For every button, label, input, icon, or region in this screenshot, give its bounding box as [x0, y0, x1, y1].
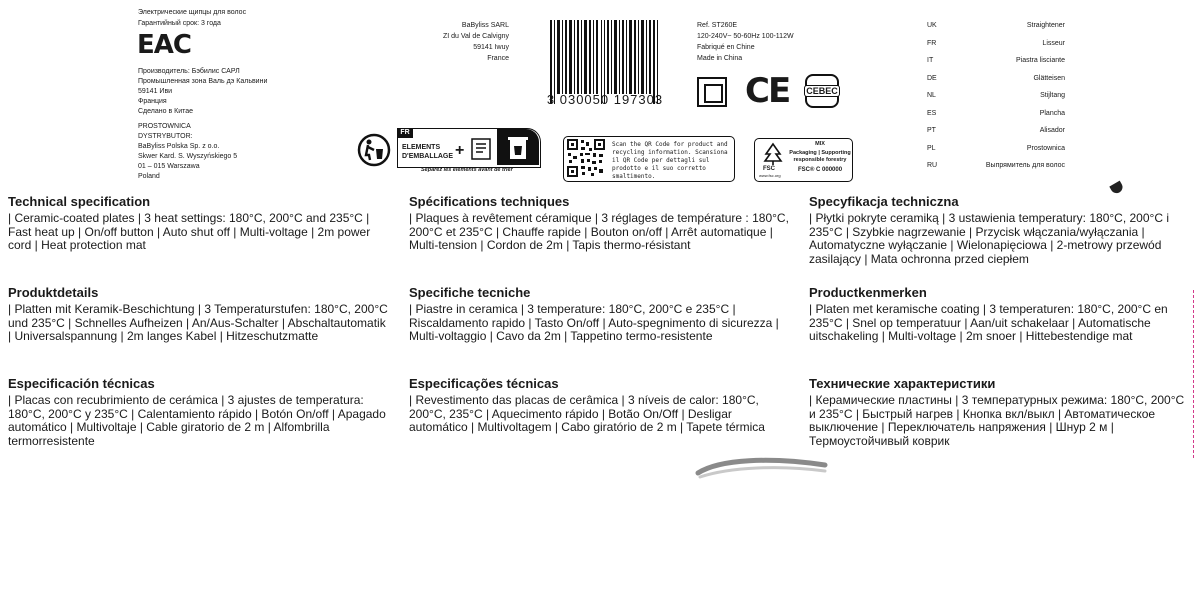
language-row — [927, 140, 1065, 158]
distributor-line: Skwer Kard. S. Wyszyńskiego 5 — [138, 153, 238, 160]
company-line: France — [487, 55, 509, 62]
language-row — [927, 70, 1065, 88]
packaging-elements-label — [402, 143, 453, 161]
language-code: UK — [927, 22, 937, 29]
spec-body: | Керамические пластины | 3 температурных режима: 180°C, 200°C и 235°C | Быстрый нагрев | Кнопка вкл/выкл | Автоматическое выключение | Переключатель напряжения | Шнур 2 м | Термоустойчивый коврик — [809, 393, 1185, 448]
spec-body: | Revestimento das placas de cerâmica | 3 níveis de calor: 180°C, 200°C, 235°C | Aquecimento rápido | Botão On/Off | Desligar automático | Multivoltagem | Cabo giratório de 2 m | Tapete térmica — [409, 393, 765, 434]
language-row — [927, 87, 1065, 105]
spec-title: Spécifications techniques — [409, 194, 570, 209]
spec-body: | Platten mit Keramik-Beschichtung | 3 Temperaturstufen: 180°C, 200°C und 235°C | Schnelles Aufheizen | An/Aus-Schalter | Abschaltautomatik | Universalspannung | 2m langes Kabel | Hitzeschutzmatte — [8, 302, 388, 343]
language-code: FR — [927, 39, 937, 47]
product-name-ru: Электрические щипцы для волос — [138, 9, 247, 16]
spec-title: Especificações técnicas — [409, 376, 559, 391]
language-code: PT — [927, 127, 936, 134]
language-product-name: Piastra lisciante — [1015, 57, 1065, 64]
document-icon — [469, 136, 495, 162]
fsc-tree-icon — [761, 142, 785, 166]
language-product-name: Prostownica — [1026, 144, 1065, 152]
spec-title: Технические характеристики — [809, 376, 996, 391]
language-code: RU — [927, 162, 938, 169]
spec-body: | Płytki pokryte ceramiką | 3 ustawienia temperatury: 180°C, 200°C i 235°C | Szybkie nagrzewanie | Przycisk włączania/wyłączania | Automatyczne wyłączanie | Wielonapięciowa | 2-metrowy przewód zasilający | Mata ochronna przed ciepłem — [809, 211, 1169, 266]
distributor-line: DYSTRYBUTOR: — [138, 133, 193, 140]
recycle-caption: Séparez les éléments avant de trier — [421, 167, 513, 173]
dieline-guide — [1193, 290, 1200, 458]
language-code: ES — [927, 109, 937, 117]
language-row — [927, 52, 1065, 70]
ref-block — [697, 20, 794, 64]
fsc-mix: MIX — [815, 141, 825, 147]
spec-body: | Piastre in ceramica | 3 temperature: 180°C, 200°C e 235°C | Riscaldamento rapido | Tasto On/off | Auto-spegnimento di sicurezza | Multi-voltaggio | Cavo da 2m | Tappetino termo-resistente — [409, 302, 779, 343]
fsc-label — [754, 138, 853, 182]
manufacturer-line: Франция — [138, 98, 167, 105]
company-line: 59141 Iwuy — [473, 44, 509, 51]
spec-title: Especificación técnicas — [8, 376, 155, 391]
ce-mark-icon: CE — [745, 71, 790, 111]
fsc-line: responsible forestry — [793, 157, 847, 163]
language-row — [927, 105, 1065, 123]
ref-line: 120-240V~ 50-60Hz 100-112W — [697, 33, 794, 40]
spec-body: | Platen met keramische coating | 3 temperaturen: 180°C, 200°C en 235°C | Snel op temperatuur | Aan/uit schakelaar | Automatische uitschakeling | Multi-voltage | 2m snoer | Hittebestendige mat — [809, 302, 1168, 343]
spec-title: Specifiche tecniche — [409, 285, 531, 300]
plus-sign: + — [455, 142, 465, 159]
language-row — [927, 122, 1065, 140]
manufacturer-line: Сделано в Китае — [138, 108, 194, 115]
spec-title: Productkenmerken — [809, 285, 927, 300]
ref-line: Fabriqué en Chine — [697, 44, 755, 51]
product-title-ru — [138, 7, 246, 29]
fsc-line: Packaging | Supporting — [789, 150, 851, 156]
fsc-site: www.fsc.org — [759, 173, 781, 178]
ref-line: Made in China — [697, 55, 743, 62]
manufacturer-line: Промышленная зона Валь дэ Кальвини — [138, 78, 268, 85]
language-product-name: Alisador — [1039, 127, 1065, 134]
company-line: ZI du Val de Calvigny — [442, 33, 509, 40]
language-list — [927, 17, 1065, 175]
qr-instructions: Scan the QR Code for product and recycling information. Scansiona il QR Code per dettagli sul prodotto e il suo corretto smaltimento. — [612, 141, 728, 180]
spec-title: Produktdetails — [8, 285, 99, 300]
language-product-name: Stijltang — [1040, 92, 1065, 99]
recycling-bin-icon — [505, 134, 531, 162]
spec-en — [8, 194, 393, 253]
spec-pt — [409, 376, 794, 435]
fsc-code: FSC® C 000000 — [797, 167, 843, 173]
distributor-line: PROSTOWNICA — [138, 123, 191, 130]
language-code: DE — [927, 74, 937, 82]
spec-body: | Ceramic-coated plates | 3 heat settings: 180°C, 200°C and 235°C | Fast heat up | On/off button | Auto shut off | Multi-voltage | 2m power cord | Heat protection mat — [8, 211, 371, 252]
language-code: NL — [927, 92, 936, 99]
fsc-mix-block — [789, 141, 851, 174]
company-address — [418, 20, 509, 64]
warranty-ru: Гарантийный срок: 3 года — [138, 20, 221, 27]
packaging-label-line: ELEMENTS — [402, 144, 441, 151]
spec-body: | Plaques à revêtement céramique | 3 réglages de température : 180°C, 200°C et 235°C | Chauffe rapide | Bouton on/off | Arrêt automatique | Multi-tension | Cordon de 2m | Tapis thermo-résistant — [409, 211, 789, 252]
distributor-pl-block — [138, 122, 237, 182]
language-code: PL — [927, 144, 936, 152]
spec-pl — [809, 194, 1194, 266]
straightener-silhouette-icon — [690, 455, 830, 495]
spec-es — [8, 376, 393, 448]
spec-it — [409, 285, 794, 344]
language-product-name: Glätteisen — [1033, 74, 1065, 82]
tidyman-icon — [357, 133, 393, 167]
language-product-name: Lisseur — [1042, 39, 1065, 47]
manufacturer-ru-block — [138, 67, 267, 117]
language-row — [927, 157, 1065, 175]
double-insulation-icon — [697, 77, 727, 107]
distributor-line: 01 – 015 Warszawa — [138, 163, 200, 170]
distributor-line: Poland — [138, 173, 160, 180]
spec-fr — [409, 194, 794, 253]
language-row — [927, 17, 1065, 35]
triman-label — [397, 128, 541, 176]
company-line: BaByliss SARL — [461, 22, 509, 29]
spec-title: Specyfikacja techniczna — [809, 194, 959, 209]
spec-nl — [809, 285, 1194, 344]
ref-line: Ref. ST260E — [697, 22, 738, 29]
fsc-text: FSC — [763, 166, 775, 172]
packaging-label-line: D'EMBALLAGE — [402, 153, 454, 160]
eac-mark-icon: EAC — [137, 30, 191, 60]
cebec-icon — [805, 74, 839, 108]
manufacturer-line: Производитель: Бэбилис САРЛ — [138, 68, 240, 75]
spec-title: Technical specification — [8, 194, 151, 209]
qr-code-icon — [567, 139, 605, 177]
cebec-label: CEBEC — [804, 85, 840, 97]
distributor-line: BaByliss Polska Sp. z o.o. — [138, 143, 220, 150]
barcode-number: 3 030050 197303 — [546, 92, 664, 107]
language-product-name: Straightener — [1026, 22, 1065, 29]
language-row — [927, 35, 1065, 53]
fr-tag: FR — [397, 128, 413, 138]
spec-ru — [809, 376, 1194, 448]
qr-info-box — [563, 136, 735, 182]
spec-de — [8, 285, 393, 344]
language-product-name: Plancha — [1039, 109, 1065, 117]
language-code: IT — [927, 57, 934, 64]
manufacturer-line: 59141 Иви — [138, 88, 173, 95]
language-product-name: Выпрямитель для волос — [985, 162, 1065, 169]
spec-body: | Placas con recubrimiento de cerámica | 3 ajustes de temperatura: 180°C, 200°C y 235°C | Calentamiento rápido | Botón On/off | Apagado automático | Multivoltaje | Cable giratorio de 2 m | Alfombrilla termorresistente — [8, 393, 386, 448]
